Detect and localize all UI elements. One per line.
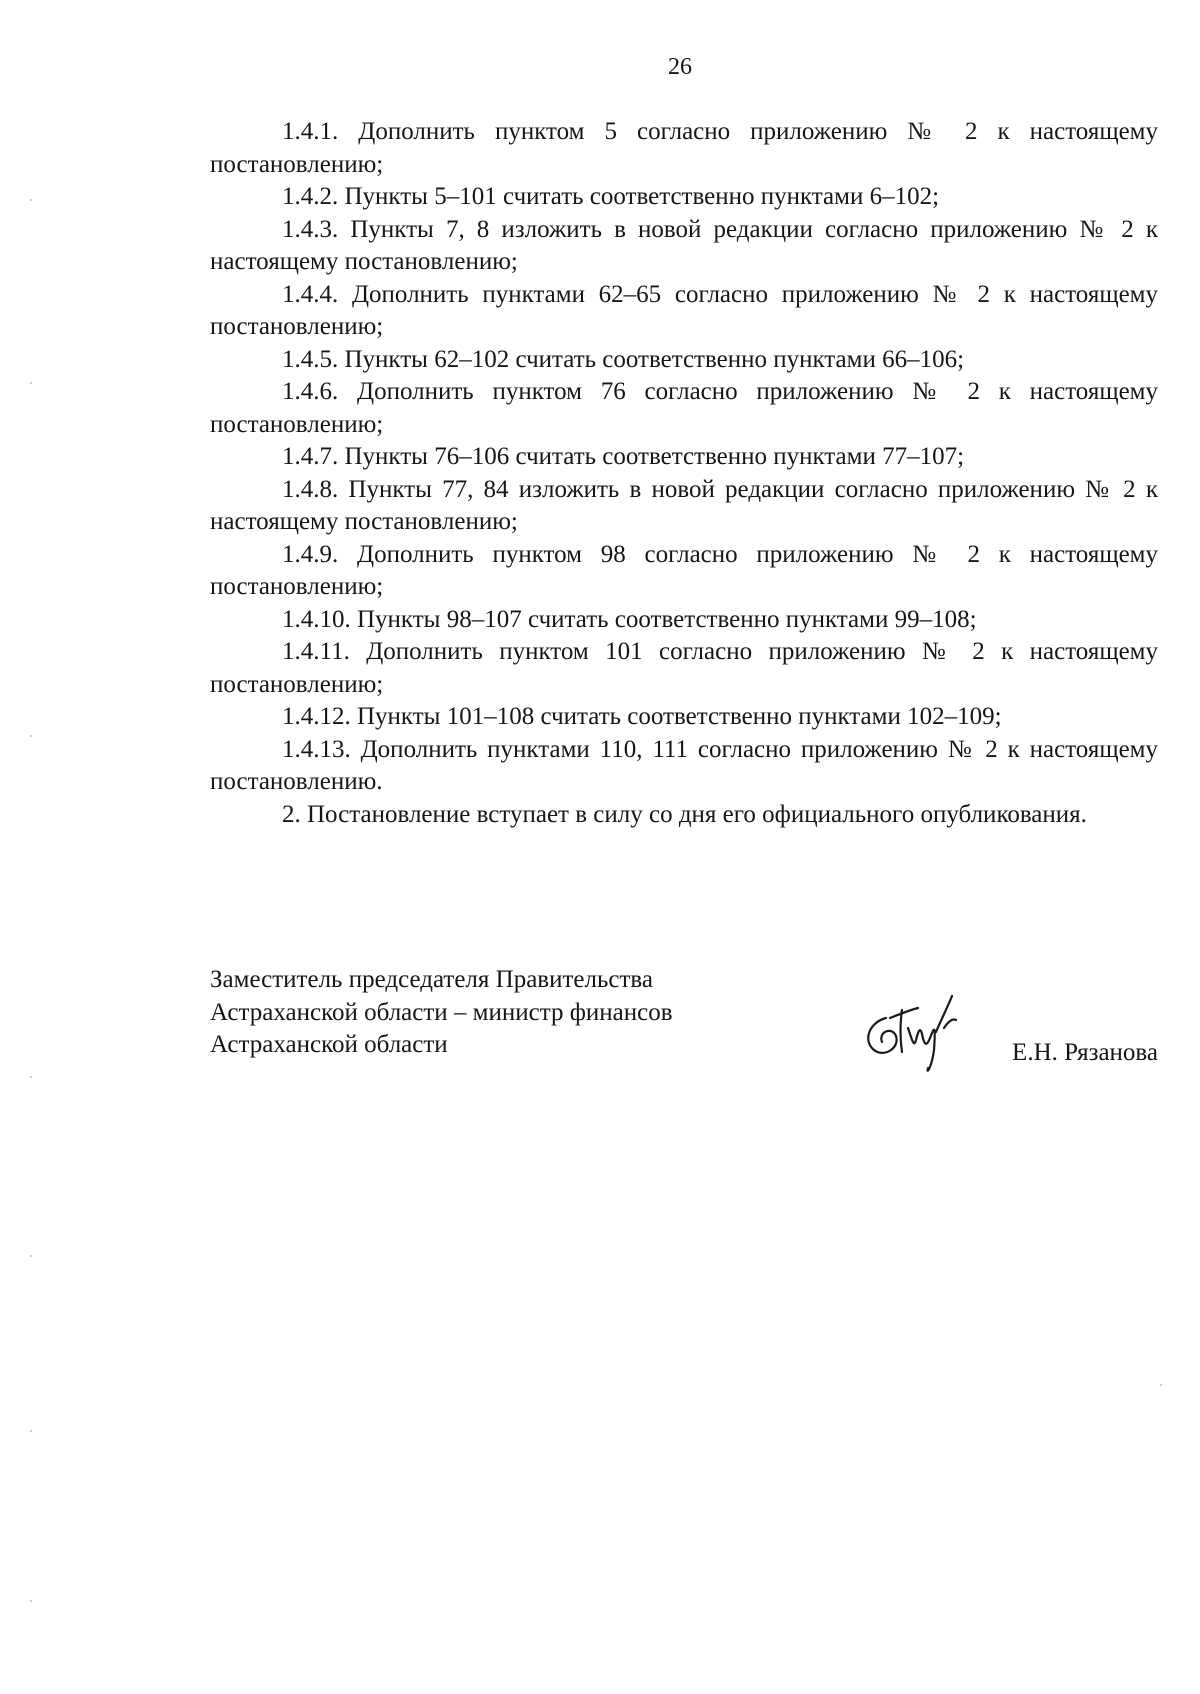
page-number: 26: [668, 54, 692, 80]
paragraph-1-4-2: 1.4.2. Пункты 5–101 считать соответственно пунктами 6–102;: [282, 183, 940, 210]
paragraph-1-4-8: 1.4.8. Пункты 77, 84 изложить в новой редакции согласно приложению № 2 к настоящему постановлению;: [210, 475, 1158, 535]
position-line: Астраханской области: [210, 1031, 448, 1058]
scan-speck: [30, 1430, 32, 1432]
paragraph-1-4-13: 1.4.13. Дополнить пунктами 110, 111 согласно приложению № 2 к настоящему постановлению.: [210, 735, 1158, 795]
signatory-position: [210, 964, 673, 1062]
paragraph-1-4-4: 1.4.4. Дополнить пунктами 62–65 согласно приложению № 2 к настоящему постановлению;: [210, 280, 1158, 340]
paragraph-1-4-5: 1.4.5. Пункты 62–102 считать соответственно пунктами 66–106;: [282, 345, 965, 373]
scan-speck: [30, 199, 32, 201]
paragraph-1-4-6: 1.4.6. Дополнить пунктом 76 согласно приложению № 2 к настоящему постановлению;: [210, 378, 1158, 438]
scan-speck: [30, 1600, 32, 1602]
scan-speck: [30, 382, 32, 384]
scan-speck: [30, 735, 32, 737]
paragraph-1-4-3: 1.4.3. Пункты 7, 8 изложить в новой редакции согласно приложению № 2 к настоящему постановлению;: [210, 215, 1158, 275]
signatory-name: Е.Н. Рязанова: [1012, 1039, 1158, 1066]
paragraph-1-4-7: 1.4.7. Пункты 76–106 считать соответственно пунктами 77–107;: [282, 443, 965, 470]
paragraph-2: 2. Постановление вступает в силу со дня его официального опубликования.: [282, 800, 1087, 828]
handwritten-signature-icon: [856, 988, 976, 1078]
position-line: Астраханской области – министр финансов: [210, 998, 673, 1026]
paragraph-1-4-12: 1.4.12. Пункты 101–108 считать соответственно пунктами 102–109;: [282, 703, 1002, 730]
scan-speck: [30, 1255, 32, 1257]
paragraph-1-4-11: 1.4.11. Дополнить пунктом 101 согласно приложению № 2 к настоящему постановлению;: [210, 638, 1158, 698]
paragraph-1-4-1: 1.4.1. Дополнить пунктом 5 согласно приложению № 2 к настоящему постановлению;: [210, 118, 1158, 178]
position-line: Заместитель председателя Правительства: [210, 966, 653, 993]
signature-block: [210, 964, 1158, 1084]
paragraph-1-4-9: 1.4.9. Дополнить пунктом 98 согласно приложению № 2 к настоящему постановлению;: [210, 540, 1158, 600]
document-body: [210, 116, 1158, 831]
scan-speck: [1160, 1384, 1162, 1386]
scan-speck: [30, 1076, 32, 1078]
paragraph-1-4-10: 1.4.10. Пункты 98–107 считать соответственно пунктами 99–108;: [282, 605, 977, 633]
